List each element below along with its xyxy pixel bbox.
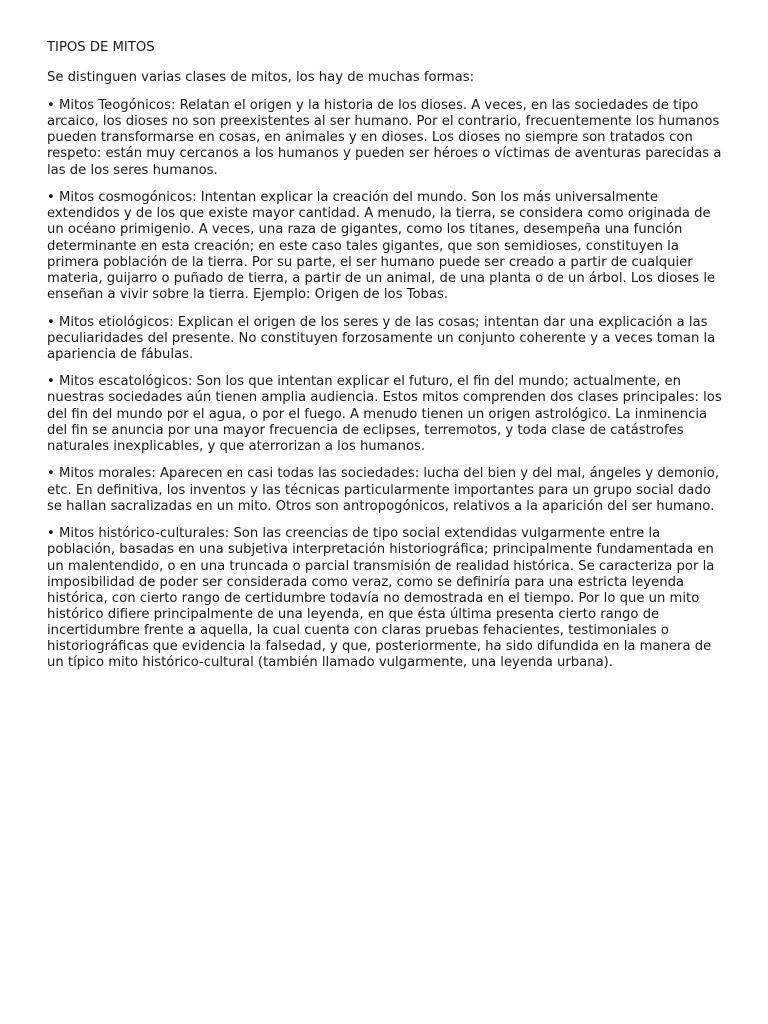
paragraph-mitos-cosmogonicos: • Mitos cosmogónicos: Intentan explicar la creación del mundo. Son los más universalmente extendidos y de los que existe mayor cantidad. A menudo, la tierra, se considera como originada de un océano primigenio. A veces, una raza de gigantes, como los titanes, desempeña una función determinante en esta creación; en este caso tales gigantes, que son semidioses, constituyen la primera población de la tierra. Por su parte, el ser humano puede ser creado a partir de cualquier materia, guijarro o puñado de tierra, a partir de un animal, de una planta o de un árbol. Los dioses le enseñan a vivir sobre la tierra. Ejemplo: Origen de los Tobas. [47, 190, 716, 302]
intro-paragraph: Se distinguen varias clases de mitos, los hay de muchas formas: [47, 70, 475, 86]
paragraph-mitos-etiologicos: • Mitos etiológicos: Explican el origen de los seres y de las cosas; intentan dar una explicación a las peculiaridades del presente. No constituyen forzosamente un conjunto coherente y a veces toman la apariencia de fábulas. [47, 314, 716, 362]
document-page [47, 40, 723, 683]
document-title: TIPOS DE MITOS [47, 40, 155, 55]
paragraph-mitos-teogonicos: • Mitos Teogónicos: Relatan el origen y la historia de los dioses. A veces, en las sociedades de tipo arcaico, los dioses no son preexistentes al ser humano. Por el contrario, frecuentemente los humanos pueden transformarse en cosas, en animales y en dioses. Los dioses no siempre son tratados con respeto: están muy cercanos a los humanos y pueden ser héroes o víctimas de aventuras parecidas a las de los seres humanos. [47, 98, 722, 178]
paragraph-mitos-morales: • Mitos morales: Aparecen en casi todas las sociedades: lucha del bien y del mal, ángeles y demonio, etc. En definitiva, los inventos y las técnicas particularmente importantes para un grupo social dado se hallan sacralizadas en un mito. Otros son antropogónicos, relativos a la aparición del ser humano. [47, 466, 720, 514]
paragraph-mitos-historico-culturales: • Mitos histórico-culturales: Son las creencias de tipo social extendidas vulgarmente entre la población, basadas en una subjetiva interpretación historiográfica; principalmente fundamentada en un malentendido, o en una truncada o parcial transmisión de realidad histórica. Se caracteriza por la imposibilidad de poder ser considerada como veraz, como se definiría para una estricta leyenda histórica, con cierto rango de certidumbre todavía no demostrada en el tiempo. Por lo que un mito histórico difiere principalmente de una leyenda, en que ésta última presenta cierto rango de incertidumbre frente a aquella, la cual cuenta con claras pruebas fehacientes, testimoniales o historiográficas que evidencia la falsedad, y que, posteriormente, ha sido difundida en la manera de un típico mito histórico-cultural (también llamado vulgarmente, una leyenda urbana). [47, 526, 715, 671]
paragraph-mitos-escatologicos: • Mitos escatológicos: Son los que intentan explicar el futuro, el fin del mundo; actualmente, en nuestras sociedades aún tienen amplia audiencia. Estos mitos comprenden dos clases principales: los del fin del mundo por el agua, o por el fuego. A menudo tienen un origen astrológico. La inminencia del fin se anuncia por una mayor frecuencia de eclipses, terremotos, y toda clase de catástrofes naturales inexplicables, y que aterrorizan a los humanos. [47, 374, 722, 454]
